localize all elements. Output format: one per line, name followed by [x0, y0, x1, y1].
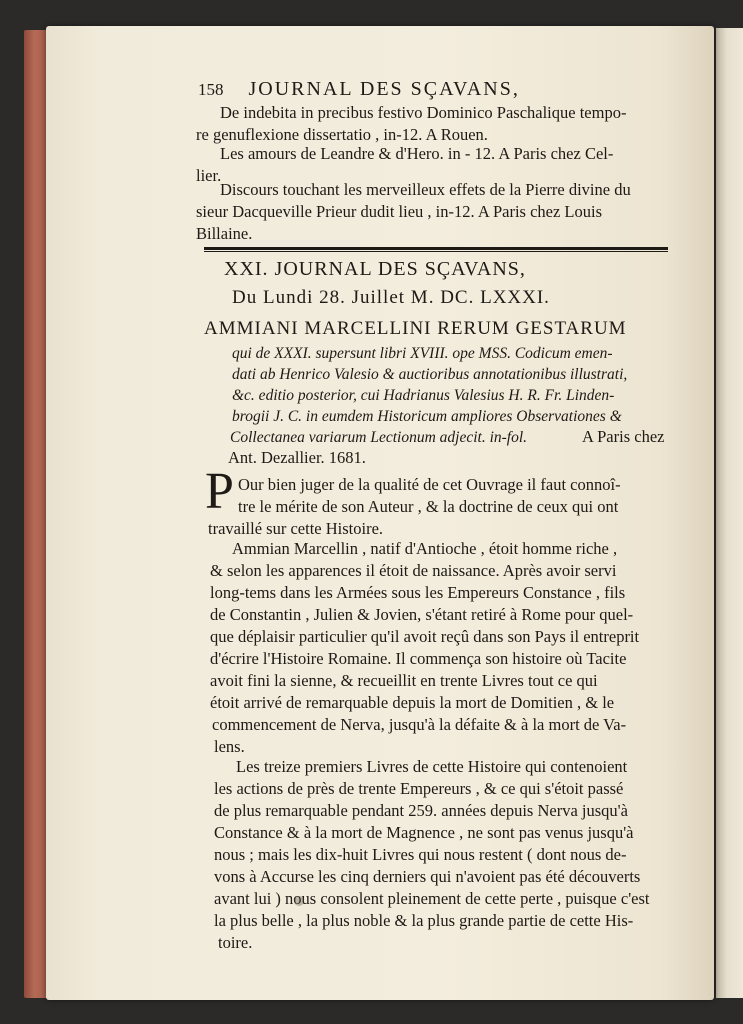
book-title: AMMIANI MARCELLINI RERUM GESTARUM	[204, 318, 627, 339]
page-number: 158	[198, 80, 224, 99]
facing-page-edge	[716, 28, 743, 998]
book-desc-line: Collectanea variarum Lectionum adjecit. in-fol.	[230, 429, 528, 446]
body-line: Les treize premiers Livres de cette Histoire qui contenoient	[236, 757, 628, 776]
body-line: d'écrire l'Histoire Romaine. Il commença son histoire où Tacite	[210, 649, 627, 668]
top-line-6: sieur Dacqueville Prieur dudit lieu , in-12. A Paris chez Louis	[196, 202, 602, 221]
journal-title: JOURNAL DES SÇAVANS,	[248, 78, 520, 100]
top-line-3: Les amours de Leandre & d'Hero. in - 12. A Paris chez Cel-	[220, 144, 614, 163]
body-line: Ammian Marcellin , natif d'Antioche , étoit homme riche ,	[232, 539, 618, 558]
body-line: que déplaisir particulier qu'il avoit reçû dans son Pays il entreprit	[210, 627, 640, 646]
body-line: & selon les apparences il étoit de naissance. Après avoir servi	[210, 561, 617, 580]
body-line: lens.	[214, 737, 245, 756]
book-desc-line: dati ab Henrico Valesio & auctioribus annotationibus illustrati,	[232, 366, 628, 383]
section-date: Du Lundi 28. Juillet M. DC. LXXXI.	[232, 287, 550, 308]
body-line: les actions de près de trente Empereurs , & ce qui s'étoit passé	[214, 779, 624, 798]
body-line: nous ; mais les dix-huit Livres qui nous restent ( dont nous de-	[214, 845, 627, 864]
top-line-1: De indebita in precibus festivo Dominico Paschalique tempo-	[220, 103, 627, 122]
body-line: long-tems dans les Armées sous les Empereurs Constance , fils	[210, 583, 626, 602]
body-line: commencement de Nerva, jusqu'à la défaite & à la mort de Va-	[212, 715, 627, 734]
body-line: de Constantin , Julien & Jovien, s'étant retiré à Rome pour quel-	[210, 605, 634, 624]
top-line-7: Billaine.	[196, 224, 253, 243]
body-line: Constance & à la mort de Magnence , ne sont pas venus jusqu'à	[214, 823, 634, 842]
book-imprint: A Paris chez	[582, 427, 665, 446]
body-line: avoit fini la sienne, & recueillit en trente Livres tout ce qui	[210, 671, 598, 690]
body-line: vons à Accurse les cinq derniers qui n'avoient pas été découverts	[214, 867, 641, 886]
body-line: toire.	[218, 933, 253, 952]
body-line: de plus remarquable pendant 259. années depuis Nerva jusqu'à	[214, 801, 628, 820]
book-desc-line: brogii J. C. in eumdem Historicum ampliores Observationes &	[232, 408, 622, 425]
body-line: travaillé sur cette Histoire.	[208, 519, 384, 538]
body-line: étoit arrivé de remarquable depuis la mort de Domitien , & le	[210, 693, 615, 712]
drop-cap: P	[205, 463, 234, 520]
book-desc-line: qui de XXXI. supersunt libri XVIII. ope MSS. Codicum emen-	[232, 345, 613, 362]
section-rule-thin	[204, 251, 668, 252]
book-desc-line: &c. editio posterior, cui Hadrianus Valesius H. R. Fr. Linden-	[232, 387, 615, 404]
section-rule	[204, 247, 668, 250]
body-line: tre le mérite de son Auteur , & la doctrine de ceux qui ont	[238, 497, 619, 516]
top-line-4: lier.	[196, 166, 222, 185]
body-line: la plus belle , la plus noble & la plus grande partie de cette His-	[214, 911, 634, 930]
body-line: Our bien juger de la qualité de cet Ouvrage il faut connoî-	[238, 475, 621, 494]
section-title: XXI. JOURNAL DES SÇAVANS,	[224, 258, 526, 280]
body-line: avant lui ) nous consolent pleinement de cette perte , puisque c'est	[214, 889, 650, 908]
top-line-2: re genuflexione dissertatio , in-12. A Rouen.	[196, 125, 488, 144]
running-head	[198, 78, 520, 101]
book-imprint-line2: Ant. Dezallier. 1681.	[228, 448, 366, 467]
ink-smudge	[294, 896, 304, 906]
top-line-5: Discours touchant les merveilleux effets de la Pierre divine du	[220, 180, 631, 199]
